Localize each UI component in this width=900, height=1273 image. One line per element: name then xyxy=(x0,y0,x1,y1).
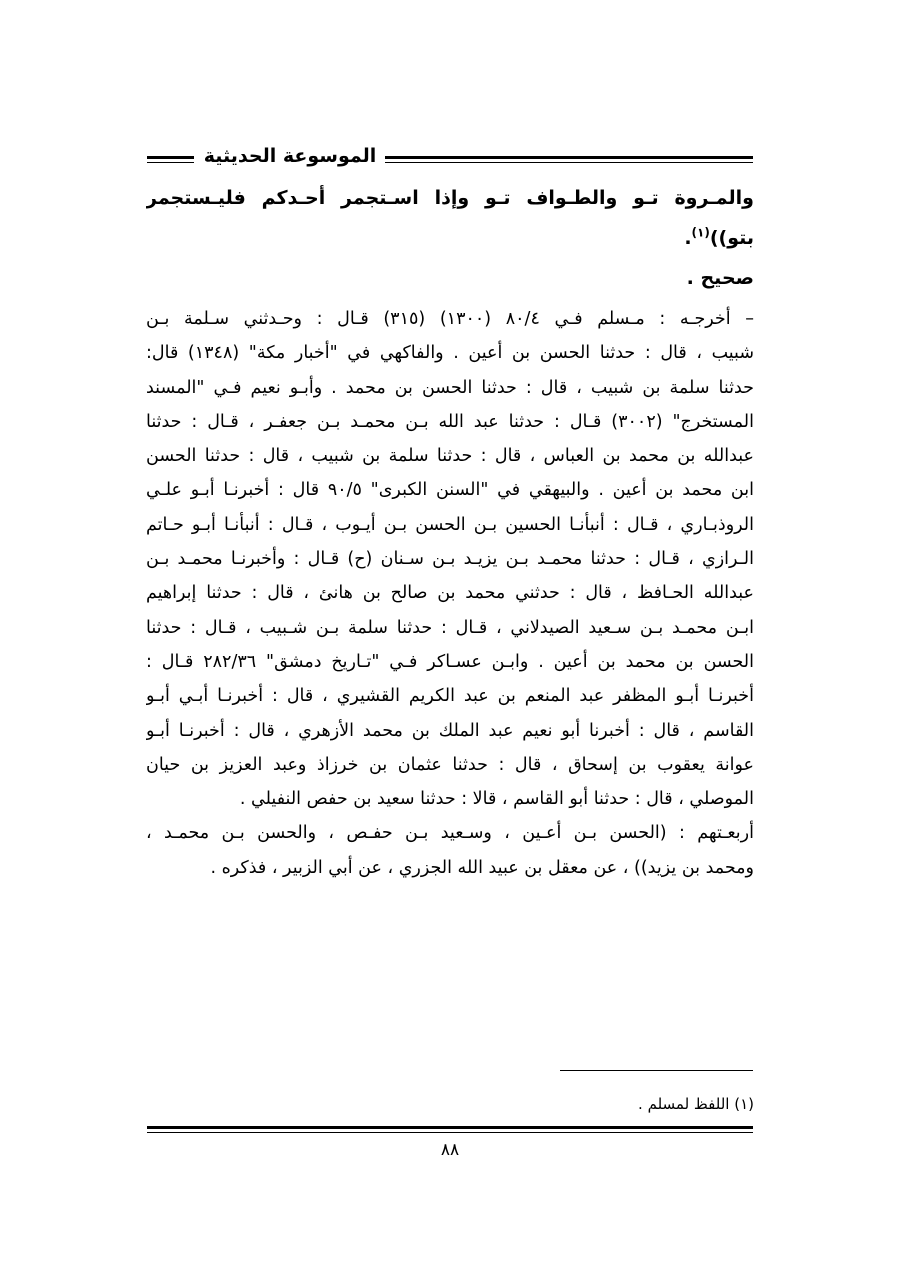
takhrij-line: المستخرج" (٣٠٠٢) قـال : حدثنا عبد الله بـن محمـد بـن جعفـر ، قـال : حدثنا xyxy=(146,411,754,432)
takhrij-line: شبيب ، قال : حدثنا الحسن بن أعين . والفاكهي في "أخبار مكة" (١٣٤٨) قال: xyxy=(146,343,754,364)
takhrij-line: ابن محمد بن أعين . والبيهقي في "السنن الكبرى" ٩٠/٥ قال : أخبرنـا أبـو علـي xyxy=(146,480,754,501)
hadith-text-line-1: والمـروة تـو والطـواف تـو وإذا اسـتجمر أحـدكم فليـستجمر xyxy=(146,187,754,209)
verdict: صحيح . xyxy=(686,267,754,289)
takhrij-paragraph xyxy=(146,302,754,816)
header-rule-right xyxy=(385,156,753,163)
summary-line: ومحمد بن يزيد)) ، عن معقل بن عبيد الله الجزري ، عن أبي الزبير ، فذكره . xyxy=(210,857,754,878)
footnote-separator xyxy=(560,1070,753,1071)
takhrij-line: الـرازي ، قـال : حدثنا محمـد بـن يزيـد بـن سـنان (ح) قـال : وأخبرنـا محمـد بـن xyxy=(146,549,754,570)
page-number: ٨٨ xyxy=(440,1140,460,1160)
footnote: (١) اللفظ لمسلم . xyxy=(638,1095,754,1113)
hadith-text-period: . xyxy=(684,227,692,249)
takhrij-line: ابـن محمـد بـن سـعيد الصيدلاني ، قـال : حدثنا سلمة بـن شـبيب ، قـال : حدثنا xyxy=(146,617,754,638)
takhrij-line: الروذبـاري ، قـال : أنبأنـا الحسين بـن الحسن بـن أيـوب ، قـال : أنبأنـا أبـو حـاتم xyxy=(146,514,754,535)
takhrij-line: عوانة يعقوب بن إسحاق ، قال : حدثنا عثمان بن خرزاذ وعبد العزيز بن حيان xyxy=(146,754,754,775)
running-header-title: الموسوعة الحديثية xyxy=(203,145,377,167)
takhrij-line: الحسن بن محمد بن أعين . وابـن عسـاكر فـي "تـاريخ دمشق" ٢٨٢/٣٦ قـال : xyxy=(146,651,754,672)
summary-line: أربعـتهم : (الحسن بـن أعـين ، وسـعيد بـن حفـص ، والحسن بـن محمـد ، xyxy=(146,823,754,844)
takhrij-line: الموصلي ، قال : حدثنا أبو القاسم ، قالا : حدثنا سعيد بن حفص النفيلي . xyxy=(239,789,754,810)
footer-rule xyxy=(147,1126,753,1133)
hadith-text-line-2 xyxy=(146,218,754,258)
takhrij-line: عبدالله الحـافظ ، قال : حدثني محمد بن صالح بن هانئ ، قال : حدثنا إبراهيم xyxy=(146,583,754,604)
takhrij-line: – أخرجـه : مـسلم فـي ٨٠/٤ (١٣٠٠) (٣١٥) قـال : وحـدثني سـلمة بـن xyxy=(146,309,754,329)
takhrij-line: القاسم ، قال : أخبرنا أبو نعيم عبد الملك بن محمد الأزهري ، قال : أخبرنـا أبـو xyxy=(146,720,754,741)
takhrij-line: عبدالله بن محمد بن العباس ، قال : حدثنا سلمة بن شبيب ، قال : حدثنا الحسن xyxy=(146,446,754,467)
main-text xyxy=(146,178,754,885)
footnote-reference[interactable]: (١) xyxy=(691,225,710,240)
header-rule-left xyxy=(147,156,194,163)
takhrij-line: حدثنا سلمة بن شبيب ، قال : حدثنا الحسن بن محمد . وأبـو نعيم فـي "المسند xyxy=(146,377,754,398)
takhrij-line: أخبرنـا أبـو المظفر عبد المنعم بن عبد الكريم القشيري ، قال : أخبرنـا أبـي أبـو xyxy=(146,686,754,707)
summary-paragraph xyxy=(146,816,754,885)
hadith-text-end: بتو)) xyxy=(709,227,754,249)
